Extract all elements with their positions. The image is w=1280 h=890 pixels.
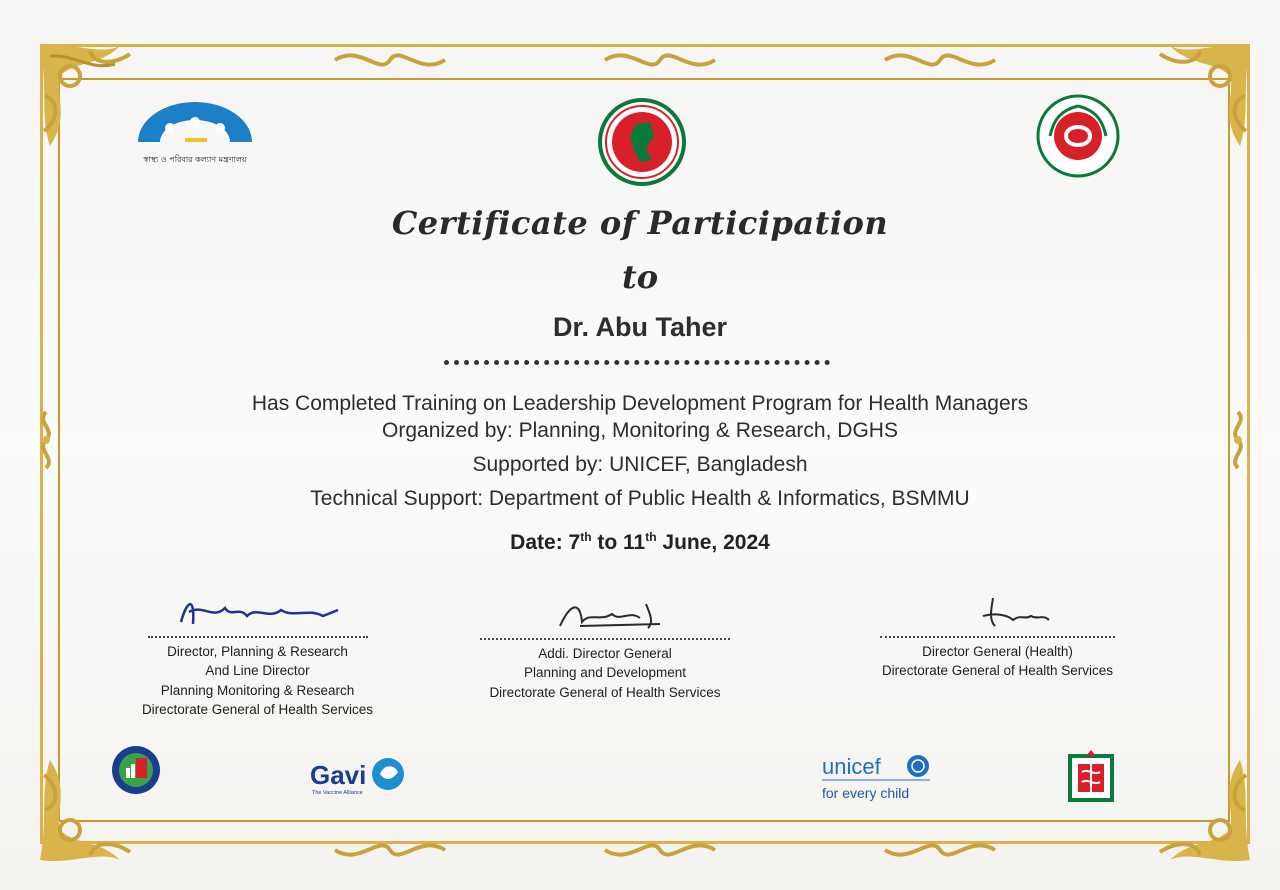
date-sup1: th bbox=[580, 530, 592, 544]
signatory-2-line-1: Addi. Director General bbox=[538, 645, 672, 661]
technical-support-line: Technical Support: Department of Public Health & Informatics, BSMMU bbox=[310, 487, 970, 510]
gavi-logo bbox=[308, 756, 408, 798]
signature-line-3 bbox=[880, 636, 1115, 638]
date-rest: June, 2024 bbox=[656, 531, 770, 554]
signatory-1-line-1: Director, Planning & Research bbox=[167, 643, 348, 659]
signatory-1 bbox=[120, 590, 395, 720]
training-line: Has Completed Training on Leadership Development Program for Health Managers bbox=[251, 392, 1029, 415]
supported-by-line: Supported by: UNICEF, Bangladesh bbox=[472, 453, 808, 476]
signatory-2-line-3: Directorate General of Health Services bbox=[489, 684, 721, 700]
mis-logo bbox=[110, 744, 162, 796]
health-ministry-name: স্বাস্থ্য ও পরিবার কল্যাণ মন্ত্রণালয় bbox=[143, 155, 247, 164]
signature-1 bbox=[173, 590, 343, 630]
bottom-ornament-left bbox=[330, 832, 450, 868]
gavi-subtitle: The Vaccine Alliance bbox=[312, 790, 363, 796]
health-ministry-logo bbox=[130, 100, 260, 170]
corner-ornament-bottom-right bbox=[1120, 730, 1260, 870]
signatory-2 bbox=[470, 592, 740, 702]
signatory-3-line-1: Director General (Health) bbox=[922, 643, 1073, 659]
government-seal-logo bbox=[596, 96, 688, 188]
date-day1: 7 bbox=[568, 531, 581, 554]
bottom-ornament-right bbox=[880, 832, 1000, 868]
signatory-1-line-2: And Line Director bbox=[205, 663, 310, 678]
unicef-wordmark: unicef bbox=[822, 754, 881, 779]
date-to: to 11 bbox=[591, 531, 646, 554]
dghs-logo bbox=[1036, 94, 1120, 178]
unicef-tagline: for every child bbox=[822, 785, 910, 801]
gavi-wordmark: Gavi bbox=[310, 760, 367, 790]
signature-3 bbox=[913, 590, 1083, 630]
signature-line-1 bbox=[148, 636, 368, 638]
signatory-2-line-2: Planning and Development bbox=[523, 665, 687, 680]
signature-line-2 bbox=[480, 638, 730, 640]
unicef-logo bbox=[820, 752, 940, 802]
certificate-to: to bbox=[621, 258, 659, 296]
name-underline-dots bbox=[444, 352, 830, 365]
bottom-ornament-center bbox=[600, 832, 720, 868]
signatory-3 bbox=[860, 590, 1135, 681]
signature-2 bbox=[520, 592, 690, 632]
top-ornament-left bbox=[330, 42, 450, 78]
signatory-1-line-3: Planning Monitoring & Research bbox=[160, 682, 355, 698]
date-sup2: th bbox=[645, 530, 657, 544]
recipient-name: Dr. Abu Taher bbox=[552, 312, 728, 342]
corner-ornament-top-right bbox=[1120, 36, 1260, 176]
top-ornament-center bbox=[600, 42, 720, 78]
certificate-title: Certificate of Participation bbox=[391, 204, 889, 242]
organized-by-line: Organized by: Planning, Monitoring & Research, DGHS bbox=[382, 419, 898, 442]
date-label: Date: bbox=[510, 531, 569, 554]
signatory-3-line-2: Directorate General of Health Services bbox=[881, 663, 1114, 678]
bsmmu-logo bbox=[1066, 748, 1116, 804]
signatory-1-line-4: Directorate General of Health Services bbox=[141, 702, 374, 717]
training-date bbox=[0, 530, 1280, 555]
top-ornament-right bbox=[880, 42, 1000, 78]
